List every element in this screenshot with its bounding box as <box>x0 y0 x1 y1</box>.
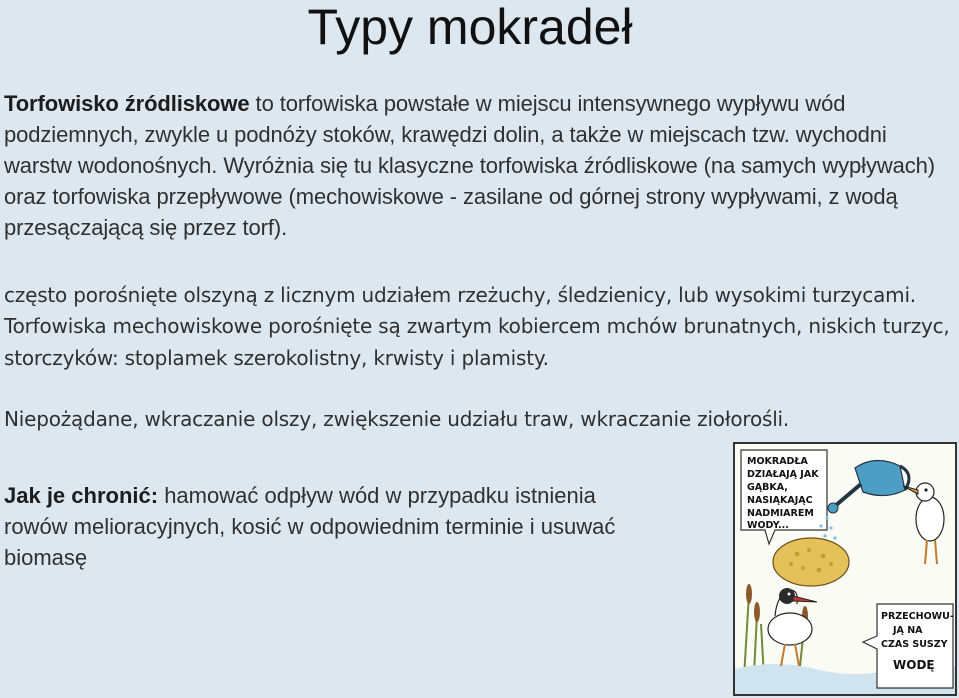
protection-text: hamować odpływ wód w przypadku istnienia rowów melioracyjnych, kosić w odpowiednim terminie i usuwać biomasę <box>4 483 616 570</box>
bubble1-line6: WODY... <box>747 520 789 531</box>
bubble2-line4: WODĘ <box>893 658 935 672</box>
speech-bubble-top <box>741 450 827 544</box>
cartoon-drawing <box>735 444 955 694</box>
bubble2-line2: JĄ NA <box>893 625 923 636</box>
term-torfowisko-zrodliskowe: Torfowisko źródliskowe <box>4 91 250 116</box>
paragraph-threats: Niepożądane, wkraczanie olszy, zwiększenie udziału traw, wkraczanie ziołorośli. <box>4 407 790 431</box>
term-jak-je-chronic: Jak je chronić: <box>4 483 159 508</box>
paragraph-definition <box>4 88 954 243</box>
definition-text: to torfowiska powstałe w miejscu intensywnego wypływu wód podziemnych, zwykle u podnóży stoków, krawędzi dolin, a także w miejscach tzw. wychodni warstw wodonośnych. Wyróżnia się tu klasyczne torfowiska źródliskowe (na samych wypływach) oraz torfowiska przepływowe (mechowiskowe - zasilane od górnej strony wypływami, z wodą przesączającą się przez torf). <box>4 91 936 240</box>
bubble1-line5: NADMIAREM <box>747 508 814 519</box>
bubble2-line1: PRZECHOWU- <box>881 611 954 622</box>
bubble2-line3: CZAS SUSZY <box>881 639 948 650</box>
paragraph-protection <box>4 480 644 573</box>
slide-title: Typy mokradeł <box>307 0 633 55</box>
sponge-icon <box>773 538 849 586</box>
bubble1-line2: DZIAŁAJĄ JAK <box>747 469 819 480</box>
cartoon-illustration <box>733 442 957 696</box>
bubble1-line3: GĄBKA, <box>747 482 788 493</box>
bubble1-line1: MOKRADŁA <box>747 456 808 467</box>
paragraph-vegetation: często porośnięte olszyną z licznym udziałem rzeżuchy, śledzienicy, lub wysokimi turzycami. Torfowiska mechowiskowe porośnięte są zwartym kobiercem mchów brunatnych, niskich turzyc, storczyków: stoplamek szerokolistny, krwisty i plamisty. <box>4 283 950 370</box>
bubble1-line4: NASIĄKAJĄC <box>747 495 813 506</box>
speech-bubble-bottom <box>863 604 954 688</box>
